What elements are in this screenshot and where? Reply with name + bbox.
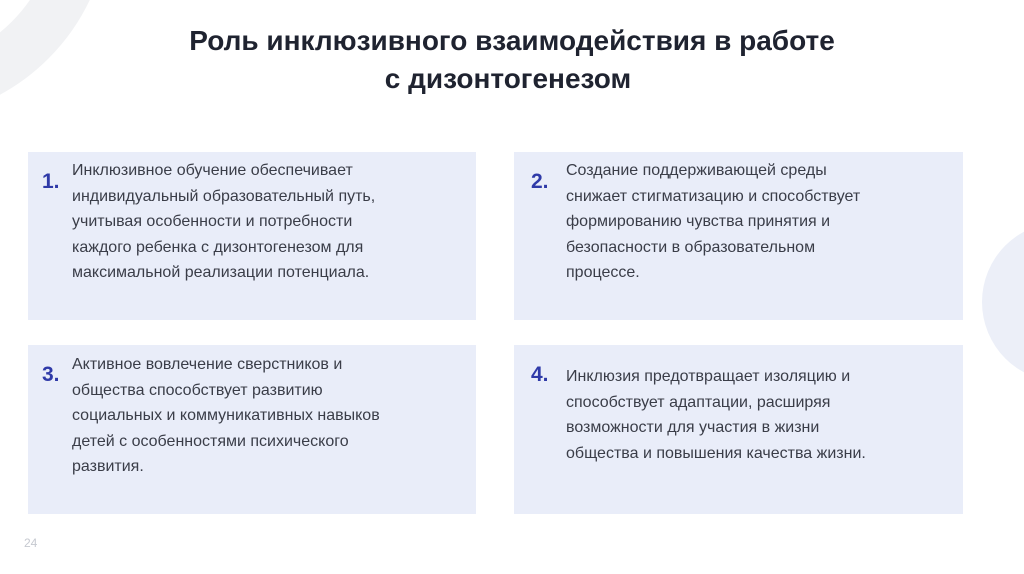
card-text: Создание поддерживающей среды снижает стигматизацию и способствует формированию чувства принятия и безопасности в образовательном процессе. [566,162,861,281]
card-text: Инклюзивное обучение обеспечивает индивидуальный образовательный путь, учитывая особенности и потребности каждого ребенка с дизонтогенезом для максимальной реализации потенциала. [72,162,376,281]
info-card-4 [514,345,963,514]
decorative-circle [982,222,1024,382]
slide-title [0,22,1024,98]
card-number: 4. [531,363,549,386]
card-number: 2. [531,170,549,193]
slide-title-line-2: с дизонтогенезом [384,63,632,94]
page-number: 24 [24,536,38,550]
card-number: 3. [42,363,60,386]
info-card-1 [28,152,476,320]
card-text: Активное вовлечение сверстников и общества способствует развитию социальных и коммуникативных навыков детей с особенностями психического развития. [72,356,380,475]
info-card-3 [28,345,476,514]
card-number: 1. [42,170,60,193]
slide-title-line-1: Роль инклюзивного взаимодействия в работе [189,25,835,56]
card-text: Инклюзия предотвращает изоляцию и способствует адаптации, расширяя возможности для участия в жизни общества и повышения качества жизни. [566,368,866,462]
info-card-2 [514,152,963,320]
